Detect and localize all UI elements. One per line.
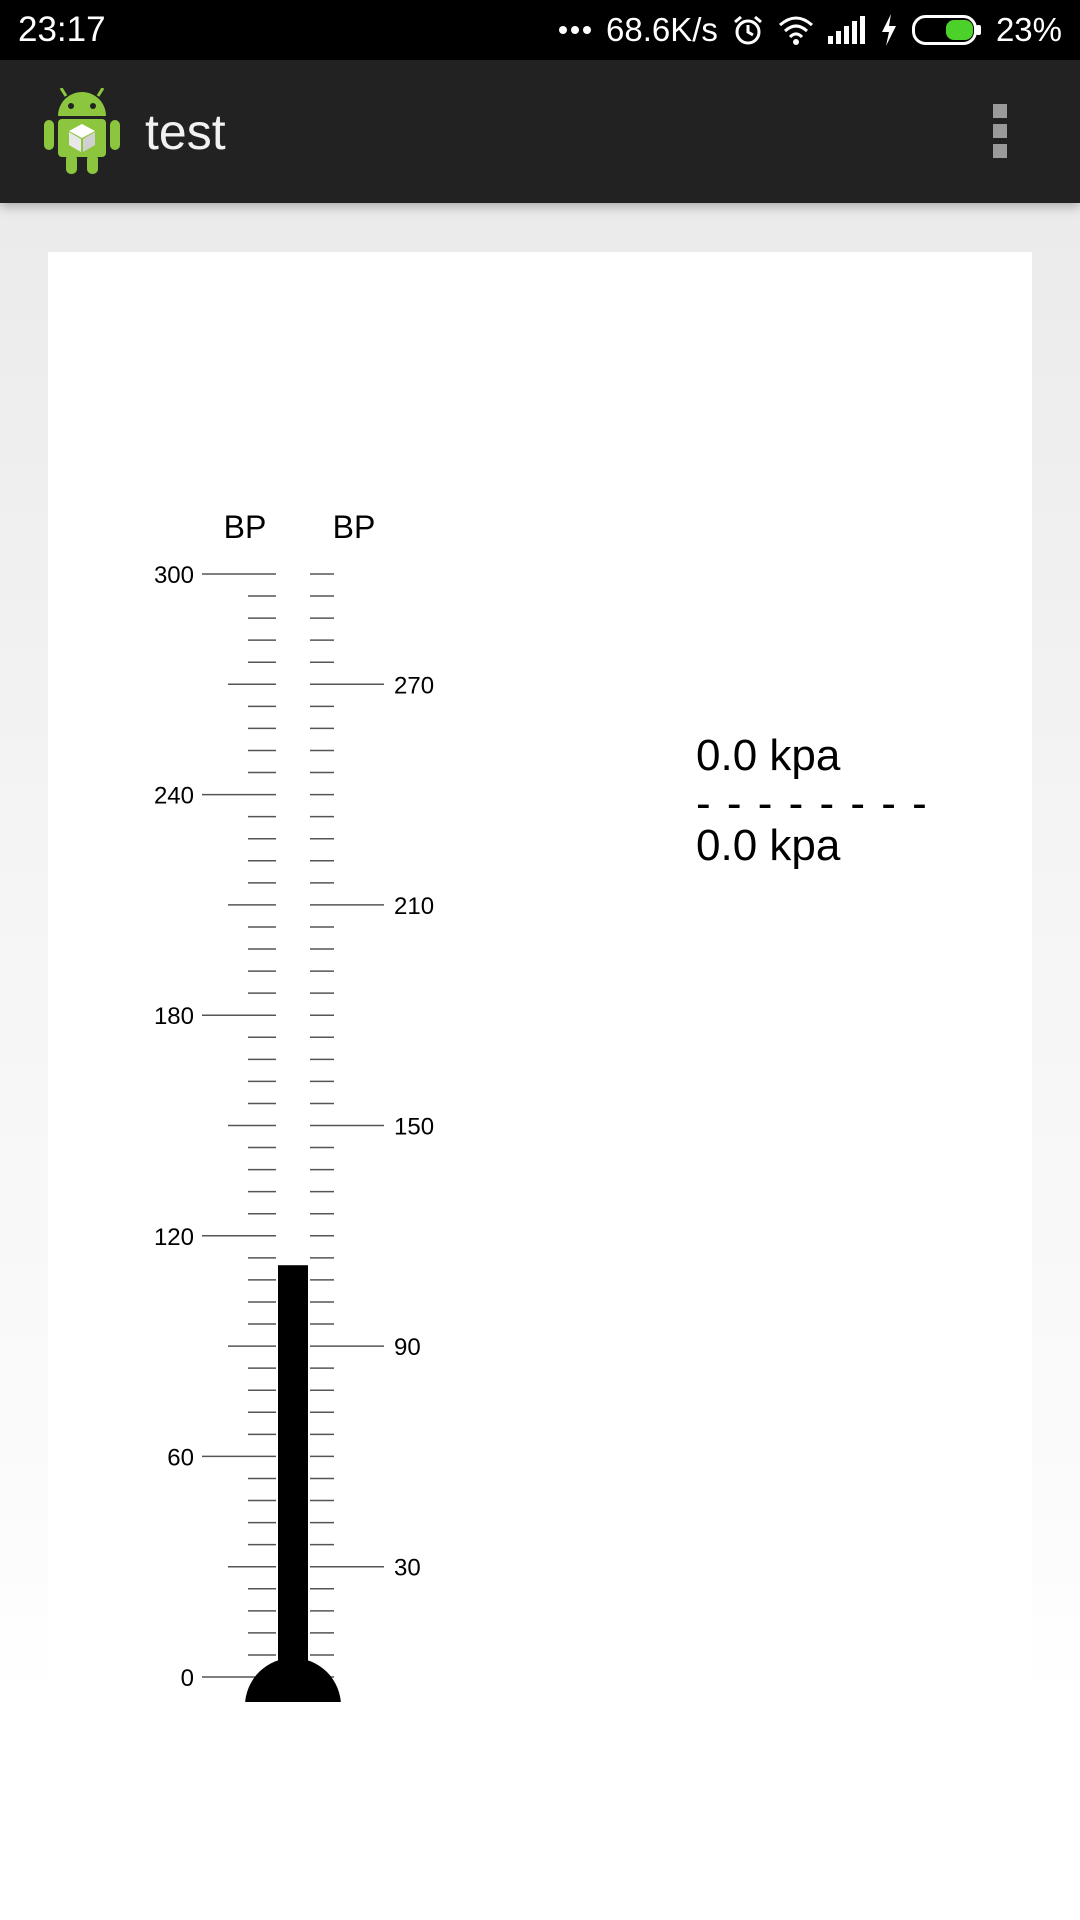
reading-divider: - - - - - - - -	[696, 779, 929, 828]
alarm-icon	[732, 14, 764, 46]
right-scale-label: 210	[394, 892, 435, 920]
battery-icon	[912, 15, 982, 45]
left-scale-label: 300	[153, 562, 194, 589]
network-speed: 68.6K/s	[606, 11, 718, 48]
right-scale-title: BP	[332, 509, 376, 545]
app-title: test	[145, 104, 226, 160]
android-logo-icon	[44, 88, 120, 174]
left-scale-label: 0	[180, 1665, 194, 1692]
right-scale-label: 30	[394, 1554, 421, 1582]
reading-top: 0.0 kpa	[696, 731, 841, 780]
mercury-column	[278, 1265, 308, 1692]
status-icons	[558, 8, 1062, 52]
reading-bottom: 0.0 kpa	[696, 821, 841, 870]
wifi-icon	[778, 15, 814, 45]
left-scale-label: 60	[167, 1444, 194, 1472]
action-bar	[0, 60, 1080, 203]
thermometer-gauge	[48, 252, 548, 1702]
status-bar	[0, 0, 1080, 60]
right-scale-label: 150	[394, 1113, 435, 1141]
left-scale-label: 120	[153, 1223, 194, 1251]
charging-icon	[880, 14, 898, 46]
left-scale-label: 180	[153, 1003, 194, 1031]
right-scale-label: 270	[394, 672, 435, 700]
more-dots-icon	[558, 25, 592, 35]
signal-icon	[828, 16, 866, 44]
left-scale-title: BP	[223, 509, 267, 545]
overflow-menu-icon[interactable]	[975, 96, 1025, 166]
battery-percent: 23%	[995, 11, 1062, 48]
left-scale-label: 240	[153, 782, 194, 810]
right-scale-label: 90	[394, 1334, 421, 1362]
status-time: 23:17	[18, 10, 106, 49]
thermometer-card	[48, 252, 1032, 1702]
thermometer-bulb	[245, 1658, 341, 1702]
